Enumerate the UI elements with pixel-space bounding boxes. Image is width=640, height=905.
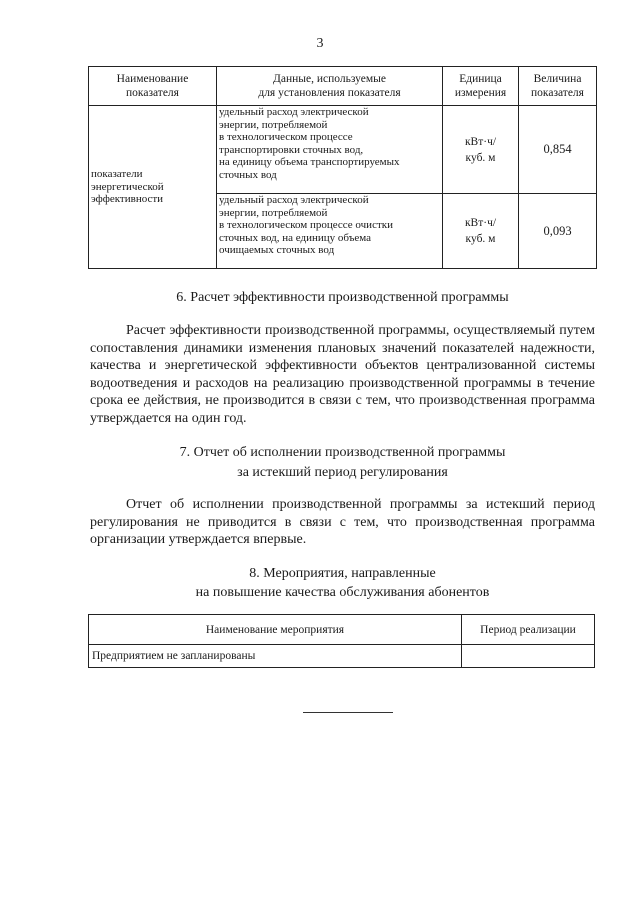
header-unit <box>443 67 519 106</box>
unit-cell <box>443 194 519 269</box>
value-cell: 0,093 <box>519 194 597 269</box>
unit-cell <box>443 106 519 194</box>
section-8-title-line-1: 8. Мероприятия, направленные <box>249 566 436 581</box>
data-text: удельный расход электрической энергии, потребляемой в технологическом процессе транспортировки сточных вод, на единицу объема транспортируемых сточных вод <box>219 106 400 181</box>
table-header-row <box>89 615 595 645</box>
section-7-title-line-2: за истекший период регулирования <box>237 465 448 480</box>
section-7-title-line-1: 7. Отчет об исполнении производственной программы <box>179 445 506 460</box>
header-measure-name: Наименование мероприятия <box>89 615 462 645</box>
period-cell <box>462 645 595 668</box>
table-header-row <box>89 67 597 106</box>
indicator-name-cell <box>89 106 217 269</box>
table-row <box>89 106 597 194</box>
data-cell <box>217 106 443 194</box>
indicators-table <box>88 66 597 269</box>
unit-text: кВт·ч/ куб. м <box>464 217 497 245</box>
header-text: Данные, используемые для установления показателя <box>258 73 401 99</box>
data-text: удельный расход электрической энергии, потребляемой в технологическом процессе очистки сточных вод, на единицу объема очищаемых сточных вод <box>219 194 393 256</box>
header-indicator-name <box>89 67 217 106</box>
header-text: Величина показателя <box>531 73 584 99</box>
end-divider <box>303 712 393 713</box>
table-row <box>89 645 595 668</box>
section-6-title: 6. Расчет эффективности производственной программы <box>176 290 509 305</box>
page-number: 3 <box>316 36 324 51</box>
section-8-title-line-2: на повышение качества обслуживания абонентов <box>195 585 490 600</box>
header-period: Период реализации <box>462 615 595 645</box>
value-cell: 0,854 <box>519 106 597 194</box>
header-text: Наименование показателя <box>116 73 189 99</box>
indicator-name: показатели энергетической эффективности <box>91 168 164 206</box>
header-value <box>519 67 597 106</box>
data-cell <box>217 194 443 269</box>
measure-name-cell: Предприятием не запланированы <box>89 645 462 668</box>
section-7-text: Отчет об исполнении производственной программы за истекший период регулирования не приводится в связи с тем, что производственная программа организации утверждается впервые. <box>90 497 595 547</box>
unit-text: кВт·ч/ куб. м <box>464 135 497 164</box>
header-text: Единица измерения <box>454 73 507 99</box>
header-data-used <box>217 67 443 106</box>
measures-table <box>88 614 595 668</box>
section-6-text: Расчет эффективности производственной программы, осуществляемый путем сопоставления динамики изменения плановых значений показателей надежности, качества и энергетической эффективности объектов централизованной системы водоотведения и расходов на реализацию производственной программы в течение срока ее действия, не производится в связи с тем, что производственная программа утверждается на один год. <box>90 323 595 426</box>
